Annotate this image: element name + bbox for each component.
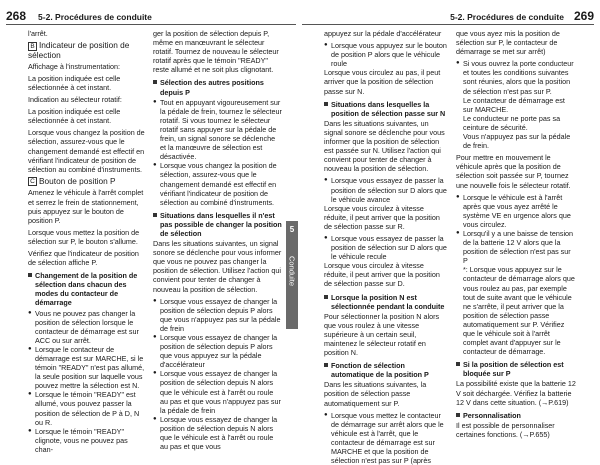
bullet-item: ● Lorsque le témoin "READY" clignote, vous ne pouvez pas chan- xyxy=(28,427,146,454)
section-heading: Situations dans lesquelles il n'est pas possible de changer la position de sélection xyxy=(153,211,283,238)
left-page-number: 268 xyxy=(6,9,27,23)
bullet-item: ● Lorsque vous essayez de passer la position de sélection sur D alors que le véhicule recule xyxy=(324,234,448,261)
paragraph: La position indiquée est celle sélectionnée à cet instant. xyxy=(28,107,121,126)
bullet-item: ● Lorsque vous essayez de passer la position de sélection sur D alors que le véhicule avance xyxy=(324,176,448,203)
paragraph: Vérifiez que l'indicateur de position de sélection affiche P. xyxy=(28,248,139,268)
paragraph: Dans les situations suivantes, la position de sélection passe automatiquement sur P. xyxy=(324,380,427,408)
paragraph: La position indiquée est celle sélectionnée à cet instant. xyxy=(28,73,121,92)
left-header xyxy=(6,9,152,23)
footnote: *: Lorsque vous appuyez sur le contacteur de démarrage alors que vous roulez au pas, par exemple tout de suite avant que le véhicule ne s'arrête, il peut arriver que la position de sélection passe automatiquement sur P. Vérifiez que le véhicule soit à l'arrêt complet avant d'appuyer sur le contacteur de démarrage. xyxy=(463,265,575,357)
bullet-item: ● Lorsque vous essayez de changer la position de sélection depuis N alors que le véhicule est à l'arrêt ou roule au pas et que vous xyxy=(153,415,283,451)
chapter-tab xyxy=(286,221,298,329)
paragraph: l'arrêt. xyxy=(28,29,48,38)
chapter-tab-label: Conduite xyxy=(287,255,297,287)
left-section-title: 5-2. Procédures de conduite xyxy=(38,12,152,22)
right-page xyxy=(300,0,600,465)
bullet-item: ● Lorsque vous changez la position de sélection, assurez-vous que le changement demandé est effectif en vérifiant l'indicateur de position de sélection au combiné d'instruments. xyxy=(153,161,283,206)
section-heading: Personnalisation xyxy=(456,411,576,420)
left-header-rule xyxy=(6,24,296,25)
paragraph: La possibilité existe que la batterie 12 V soit déchargée. Vérifiez la batterie 12 V dans cette situation. (→P.619) xyxy=(456,379,576,407)
bullet-item: ● Lorsque le contacteur de démarrage est sur MARCHE, si le témoin "READY" n'est pas allumé, la seule position sur laquelle vous pouvez mettre la sélection est N. xyxy=(28,345,146,390)
section-heading: Si la position de sélection est bloquée sur P xyxy=(456,360,576,378)
sub-item: Le contacteur de démarrage est sur MARCHE. xyxy=(463,95,565,114)
paragraph: appuyez sur la pédale d'accélérateur xyxy=(324,29,442,38)
sub-item: Le conducteur ne porte pas sa ceinture de sécurité. xyxy=(463,113,561,132)
item-c xyxy=(28,177,146,187)
item-c-label: Bouton de position P xyxy=(39,175,116,186)
right-header-rule xyxy=(302,24,594,25)
bullet-item: ● Lorsque vous appuyez sur le bouton de position P alors que le véhicule roule xyxy=(324,41,448,68)
right-header xyxy=(450,9,594,23)
bullet-item: ● Lorsque vous essayez de changer la position de sélection depuis P alors que vous n'appuyez pas sur la pédale de frein xyxy=(153,297,283,333)
section-heading: Fonction de sélection automatique de la position P xyxy=(324,361,448,379)
column-4 xyxy=(456,29,576,447)
bullet-item: ● Vous ne pouvez pas changer la position de sélection lorsque le contacteur de démarrage est sur ACC ou sur arrêt. xyxy=(28,309,146,345)
section-heading: Situations dans lesquelles la position de sélection passe sur N xyxy=(324,100,448,118)
paragraph: Lorsque vous circulez à vitesse réduite, il peut arriver que la position de sélection passe sur R. xyxy=(324,203,440,231)
bullet-item: ● Lorsque le témoin "READY" est allumé, vous pouvez passer la position de sélection de P à D, N ou R. xyxy=(28,390,146,426)
sub-item: Vous n'appuyez pas sur la pédale de frein. xyxy=(463,132,571,151)
paragraph: que vous ayez mis la position de sélection sur P, le contacteur de démarrage se met sur arrêt) xyxy=(456,29,560,57)
item-b-marker: B xyxy=(28,42,37,51)
item-c-marker: C xyxy=(28,177,37,186)
paragraph: Lorsque vous changez la position de sélection, assurez-vous que le changement demandé est effectif en vérifiant l'indicateur de position de sélection au combiné d'instruments. xyxy=(28,128,145,174)
chapter-tab-number: 5 xyxy=(289,225,295,234)
bullet-item: ● Lorsqu'il y a une baisse de tension de la batterie 12 V alors que la position de sélection n'est pas sur P xyxy=(456,229,576,265)
paragraph: Lorsque vous circulez au pas, il peut arriver que la position de sélection passe sur N. xyxy=(324,68,441,96)
bullet-item: ● Si vous ouvrez la porte conducteur et toutes les conditions suivantes sont réunies, alors que la position de sélection n'est pas sur P. xyxy=(456,59,576,95)
column-2 xyxy=(153,29,283,452)
bullet-item: ● Lorsque vous mettez le contacteur de démarrage sur arrêt alors que le véhicule est à l'arrêt, que le contacteur de démarrage est sur MARCHE et que la position de sélection n'est pas sur P (après xyxy=(324,411,448,465)
paragraph: Dans les situations suivantes, un signal sonore se déclenche pour vous informer que la position de sélection est passée sur N. Utilisez l'action qui convient pour tenter de changer à nouveau la position de sélection. xyxy=(324,118,445,174)
column-1 xyxy=(28,29,146,454)
paragraph: Dans les situations suivantes, un signal sonore se déclenche pour vous informer que vous ne pouvez pas changer la position de sélection. Utilisez l'action qui convient pour tenter de changer à nouveau la position de sélection. xyxy=(153,239,282,294)
item-b-label: Indicateur de position de sélection xyxy=(28,40,130,60)
paragraph: Lorsque vous mettez la position de sélection sur P, le bouton s'allume. xyxy=(28,227,140,246)
paragraph: Indication au sélecteur rotatif: xyxy=(28,95,122,105)
section-heading: Changement de la position de sélection dans chacun des modes du contacteur de démarrage xyxy=(28,271,146,307)
paragraph: Pour mettre en mouvement le véhicule après que la position de sélection soit passée sur P, tournez une nouvelle fois le sélecteur rotatif. xyxy=(456,153,571,190)
paragraph: Pour sélectionner la position N alors que vous roulez à une vitesse supérieure à un certain seuil, maintenez le sélecteur rotatif en position N. xyxy=(324,311,440,358)
section-heading: Lorsque la position N est sélectionnée pendant la conduite xyxy=(324,293,448,311)
paragraph: Il est possible de personnaliser certaines fonctions. (→P.655) xyxy=(456,420,555,439)
section-heading: Sélection des autres positions depuis P xyxy=(153,78,283,96)
right-section-title: 5-2. Procédures de conduite xyxy=(450,12,564,22)
item-b xyxy=(28,41,146,60)
bullet-item: ● Lorsque le véhicule est à l'arrêt après que vous ayez arrêté le système VE en urgence alors que vous circulez. xyxy=(456,193,576,229)
paragraph: Lorsque vous circulez à vitesse réduite, il peut arriver que la position de sélection passe sur D. xyxy=(324,261,440,289)
right-page-number: 269 xyxy=(573,9,594,23)
left-page xyxy=(0,0,300,454)
bullet-item: ● Tout en appuyant vigoureusement sur la pédale de frein, tournez le sélecteur rotatif. Si vous tournez le sélecteur rotatif sans appuyer sur la pédale de frein, un signal sonore se déclenche et la manœuvre de sélection est désactivée. xyxy=(153,98,283,162)
column-3 xyxy=(324,29,448,465)
paragraph: Amenez le véhicule à l'arrêt complet et serrez le frein de stationnement, puis appuyez sur le bouton de position P. xyxy=(28,188,144,225)
bullet-item: ● Lorsque vous essayez de changer la position de sélection depuis P alors que vous appuyez sur la pédale d'accélérateur xyxy=(153,333,283,369)
paragraph: Affichage à l'instrumentation: xyxy=(28,61,120,71)
paragraph: ger la position de sélection depuis P, même en manœuvrant le sélecteur rotatif. Tournez de nouveau le sélecteur rotatif après que le témoin "READY" reste allumé et ne soit plus clignotant. xyxy=(153,29,279,75)
bullet-item: ● Lorsque vous essayez de changer la position de sélection depuis N alors que le véhicule est à l'arrêt ou roule au pas et que vous n'appuyez pas sur la pédale de frein xyxy=(153,369,283,414)
